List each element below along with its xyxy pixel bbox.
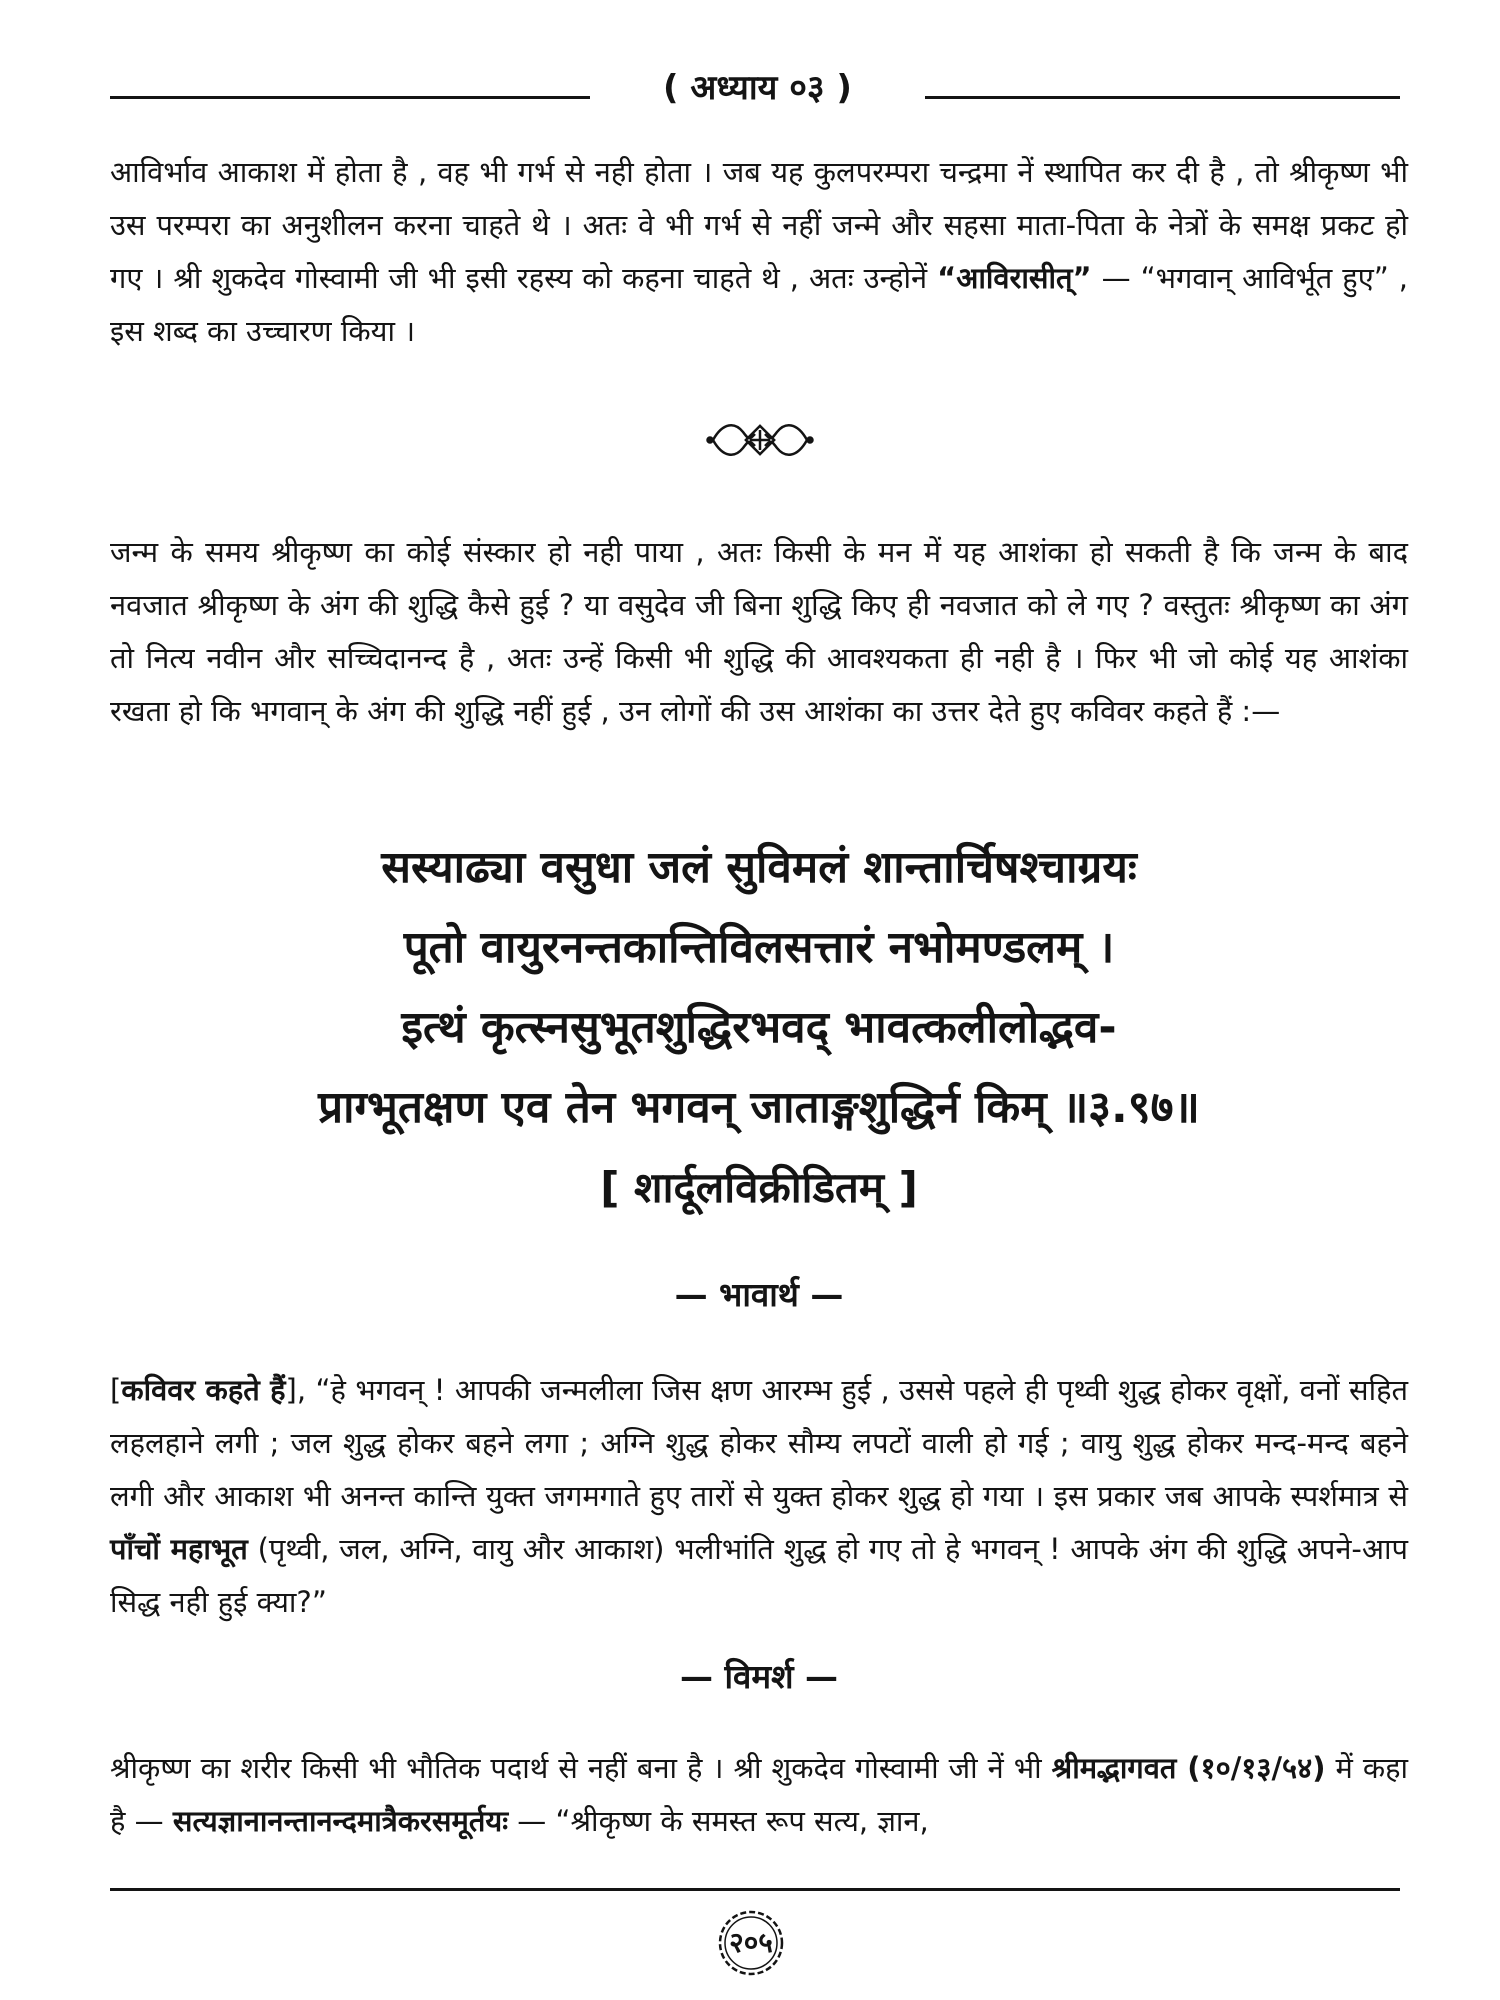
header-rule-right — [925, 96, 1400, 99]
vimarsha-text-2: में कहा है — — [110, 1751, 1408, 1838]
header-rule-left — [110, 96, 590, 99]
vimarsha-bold-ref: श्रीमद्भागवत (१०/१३/५४) — [1051, 1751, 1326, 1785]
verse-line: सस्याढ्या वसुधा जलं सुविमलं शान्तार्चिषश्चाग्रयः — [381, 842, 1137, 893]
bhavartha-bold: पाँचों महाभूत — [110, 1532, 248, 1566]
verse-block — [110, 828, 1408, 1228]
vimarsha-text-1: श्रीकृष्ण का शरीर किसी भी भौतिक पदार्थ से नहीं बना है । श्री शुकदेव गोस्वामी जी नें भी — [110, 1751, 1052, 1785]
page-number: २०५ — [729, 1926, 773, 1959]
page-number-badge — [707, 1908, 795, 1978]
bhavartha-heading: — भावार्थ — — [674, 1275, 844, 1314]
bracket-open: [ — [110, 1373, 122, 1407]
bhavartha-speaker: कविवर कहते हैं — [121, 1373, 286, 1407]
bracket-close: ] — [285, 1373, 297, 1407]
bhavartha-text-1: , “हे भगवन् ! आपकी जन्मलीला जिस क्षण आरम्भ हुई , उससे पहले ही पृथ्वी शुद्ध होकर वृक्षों, वनों सहित लहलहाने लगी ; जल शुद्ध होकर बहने लगा ; अग्नि शुद्ध होकर सौम्य लपटों वाली हो गई ; वायु शुद्ध होकर मन्द-मन्द बहने लगी और आकाश भी अनन्त कान्ति युक्त जगमगाते हुए तारों से युक्त होकर शुद्ध हो गया । इस प्रकार जब आपके स्पर्शमात्र से — [110, 1373, 1409, 1513]
verse-line: पूतो वायुरनन्तकान्तिविलसत्तारं नभोमण्डलम् । — [403, 922, 1115, 973]
intro-paragraph — [110, 146, 1408, 358]
vimarsha-heading: — विमर्श — — [679, 1657, 839, 1696]
running-header — [110, 58, 1400, 128]
intro-bold-word: “आविरासीत्” — [937, 261, 1092, 295]
intro-text-2: — “भगवान् आविर्भूत हुए” , इस शब्द का उच्चारण किया । — [110, 261, 1408, 348]
chapter-title: ( अध्याय ०३ ) — [663, 68, 852, 108]
intro-text-1: आविर्भाव आकाश में होता है , वह भी गर्भ से नही होता । जब यह कुलपरम्परा चन्द्रमा नें स्थापित कर दी है , तो श्रीकृष्ण भी उस परम्परा का अनुशीलन करना चाहते थे । अतः वे भी गर्भ से नहीं जन्मे और सहसा माता-पिता के नेत्रों के समक्ष प्रकट हो गए । श्री शुकदेव गोस्वामी जी भी इसी रहस्य को कहना चाहते थे , अतः उन्होनें — [110, 155, 1408, 295]
vimarsha-text-3: — “श्रीकृष्ण के समस्त रूप सत्य, ज्ञान, — [508, 1804, 929, 1838]
bhavartha-paragraph — [110, 1364, 1408, 1629]
verse-meter: [ शार्दूलविक्रीडितम् ] — [600, 1163, 918, 1212]
footer-rule — [110, 1888, 1400, 1891]
bhavartha-text-2: (पृथ्वी, जल, अग्नि, वायु और आकाश) भलीभांति शुद्ध हो गए तो हे भगवन् ! आपके अंग की शुद्धि अपने-आप सिद्ध नही हुई क्या?” — [110, 1532, 1408, 1619]
verse-line: इत्थं कृत्स्नसुभूतशुद्धिरभवद् भावत्कलीलोद्भव- — [401, 1002, 1117, 1053]
decorative-knot-icon — [705, 410, 815, 470]
vimarsha-bold-quote: सत्यज्ञानानन्तानन्दमात्रैकरसमूर्तयः — [172, 1804, 509, 1838]
vimarsha-paragraph — [110, 1742, 1408, 1848]
verse-line: प्राग्भूतक्षण एव तेन भगवन् जाताङ्गशुद्धिर्न किम् ॥३.९७॥ — [318, 1082, 1200, 1133]
context-paragraph: जन्म के समय श्रीकृष्ण का कोई संस्कार हो नही पाया , अतः किसी के मन में यह आशंका हो सकती है कि जन्म के बाद नवजात श्रीकृष्ण के अंग की शुद्धि कैसे हुई ? या वसुदेव जी बिना शुद्धि किए ही नवजात को ले गए ? वस्तुतः श्रीकृष्ण का अंग तो नित्य नवीन और सच्चिदानन्द है , अतः उन्हें किसी भी शुद्धि की आवश्यकता ही नही है । फिर भी जो कोई यह आशंका रखता हो कि भगवान् के अंग की शुद्धि नहीं हुई , उन लोगों की उस आशंका का उत्तर देते हुए कविवर कहते हैं :— — [110, 535, 1408, 728]
